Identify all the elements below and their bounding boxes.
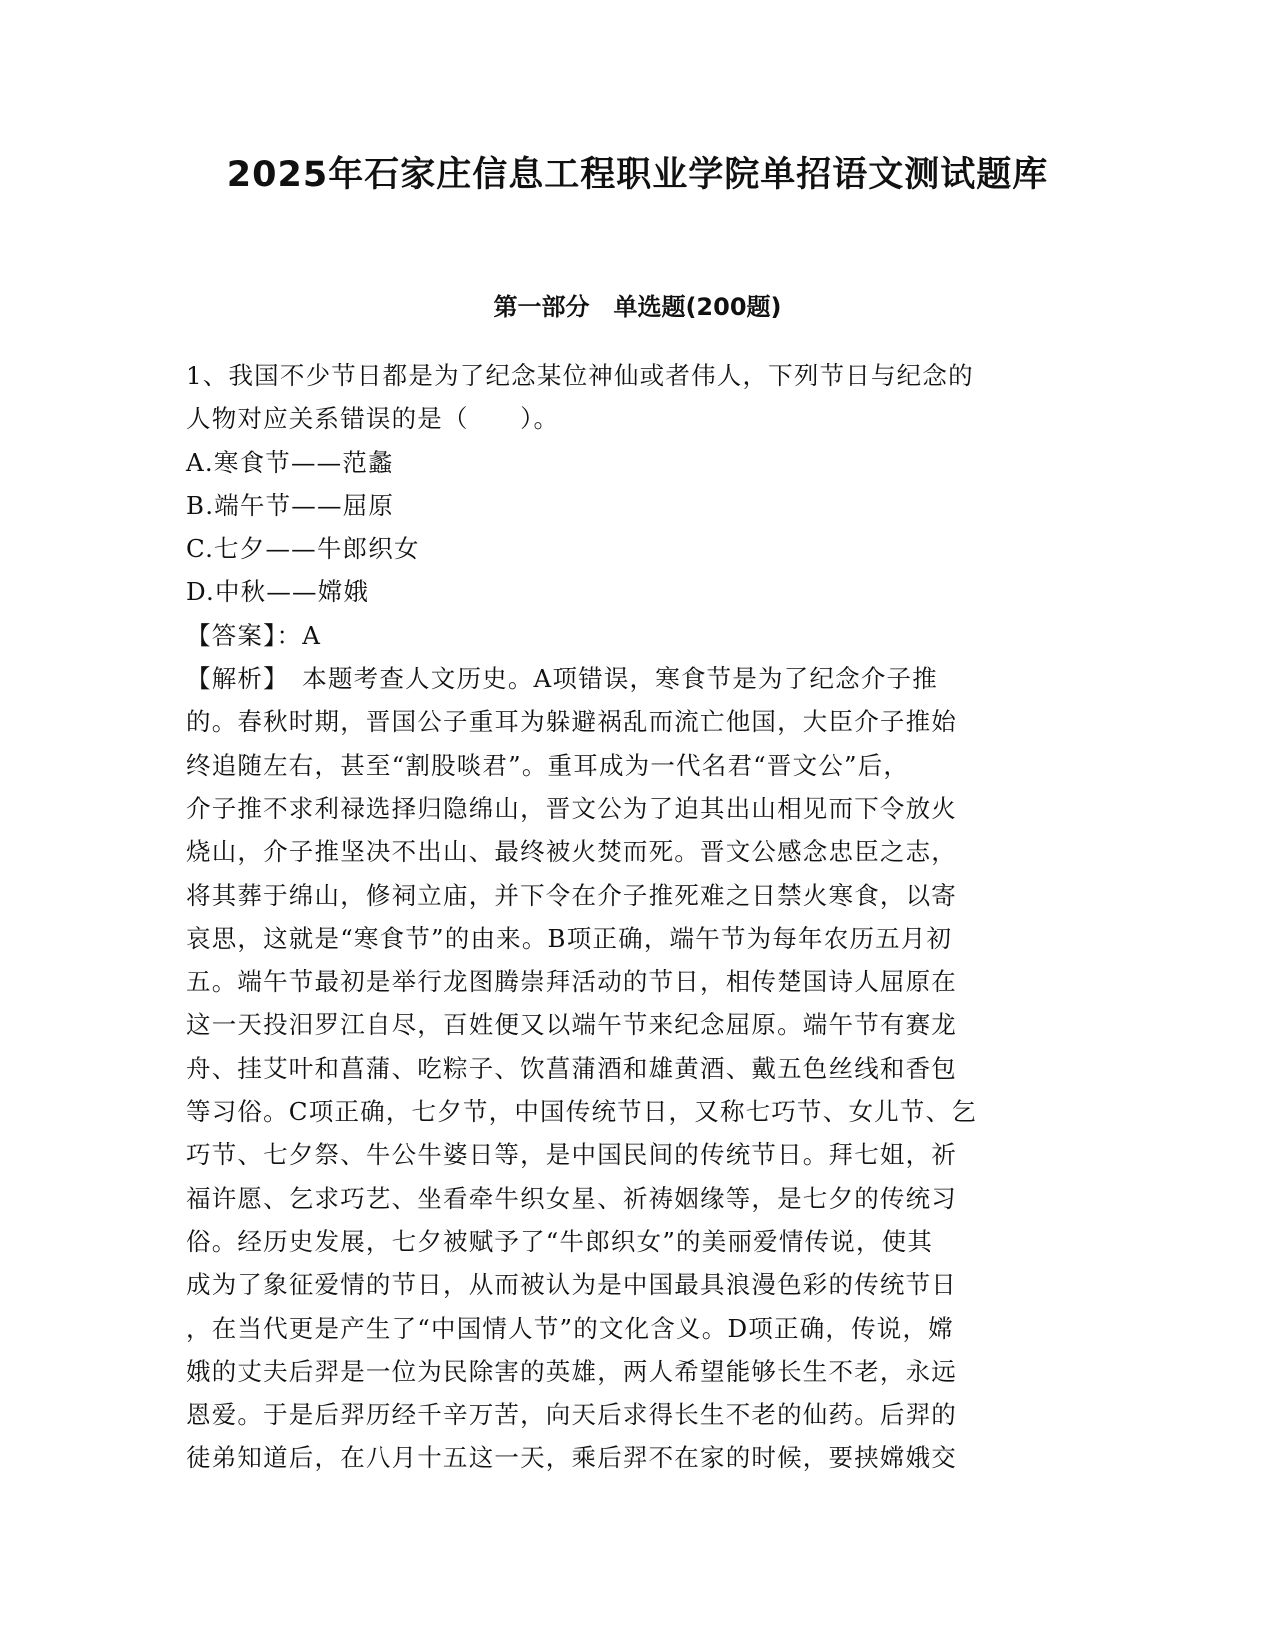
analysis-line: 福许愿、乞求巧艺、坐看牵牛织女星、祈祷姻缘等，是七夕的传统习: [186, 1183, 957, 1213]
analysis-line: 终追随左右，甚至“割股啖君”。重耳成为一代名君“晋文公”后，: [186, 750, 910, 780]
analysis-line: 介子推不求利禄选择归隐绵山，晋文公为了迫其出山相见而下令放火: [186, 793, 957, 823]
document-title: 2025年石家庄信息工程职业学院单招语文测试题库: [226, 155, 1049, 195]
analysis-line: 巧节、七夕祭、牛公牛婆日等，是中国民间的传统节日。拜七姐，祈: [186, 1140, 957, 1170]
option-b: B.端午节——屈原: [186, 490, 395, 520]
answer-line: 【答案】：A: [186, 620, 322, 650]
analysis-line: 哀思，这就是“寒食节”的由来。B项正确，端午节为每年农历五月初: [186, 923, 953, 953]
section-title: 第一部分 单选题(200题): [493, 293, 782, 321]
question-stem-line: 人物对应关系错误的是（ ）。: [186, 404, 560, 434]
analysis-line: 恩爱。于是后羿历经千辛万苦，向天后求得长生不老的仙药。后羿的: [186, 1400, 957, 1430]
analysis-line: 【解析】 本题考查人文历史。A项错误，寒食节是为了纪念介子推: [186, 664, 938, 694]
analysis-line: ，在当代更是产生了“中国情人节”的文化含义。D项正确，传说，嫦: [186, 1313, 954, 1343]
analysis-line: 五。端午节最初是举行龙图腾崇拜活动的节日，相传楚国诗人屈原在: [186, 967, 957, 997]
analysis-line: 徒弟知道后，在八月十五这一天，乘后羿不在家的时候，要挟嫦娥交: [186, 1443, 957, 1473]
analysis-line: 的。春秋时期，晋国公子重耳为躲避祸乱而流亡他国，大臣介子推始: [186, 707, 957, 737]
analysis-line: 成为了象征爱情的节日，从而被认为是中国最具浪漫色彩的传统节日: [186, 1270, 957, 1300]
option-a: A.寒食节——范蠡: [186, 447, 394, 477]
analysis-line: 舟、挂艾叶和菖蒲、吃粽子、饮菖蒲酒和雄黄酒、戴五色丝线和香包: [186, 1053, 957, 1083]
option-d: D.中秋——嫦娥: [186, 577, 370, 607]
analysis-line: 将其葬于绵山，修祠立庙，并下令在介子推死难之日禁火寒食，以寄: [186, 880, 957, 910]
question-stem-line: 1、我国不少节日都是为了纪念某位神仙或者伟人，下列节日与纪念的: [186, 361, 974, 390]
option-c: C.七夕——牛郎织女: [186, 534, 420, 564]
analysis-line: 烧山，介子推坚决不出山、最终被火焚而死。晋文公感念忠臣之志，: [186, 837, 957, 867]
analysis-line: 等习俗。C项正确，七夕节，中国传统节日，又称七巧节、女儿节、乞: [186, 1097, 977, 1127]
analysis-line: 俗。经历史发展，七夕被赋予了“牛郎织女”的美丽爱情传说，使其: [186, 1226, 934, 1256]
analysis-line: 娥的丈夫后羿是一位为民除害的英雄，两人希望能够长生不老，永远: [186, 1356, 957, 1386]
analysis-line: 这一天投汨罗江自尽，百姓便又以端午节来纪念屈原。端午节有赛龙: [186, 1010, 957, 1040]
question-block: [186, 354, 1086, 1480]
